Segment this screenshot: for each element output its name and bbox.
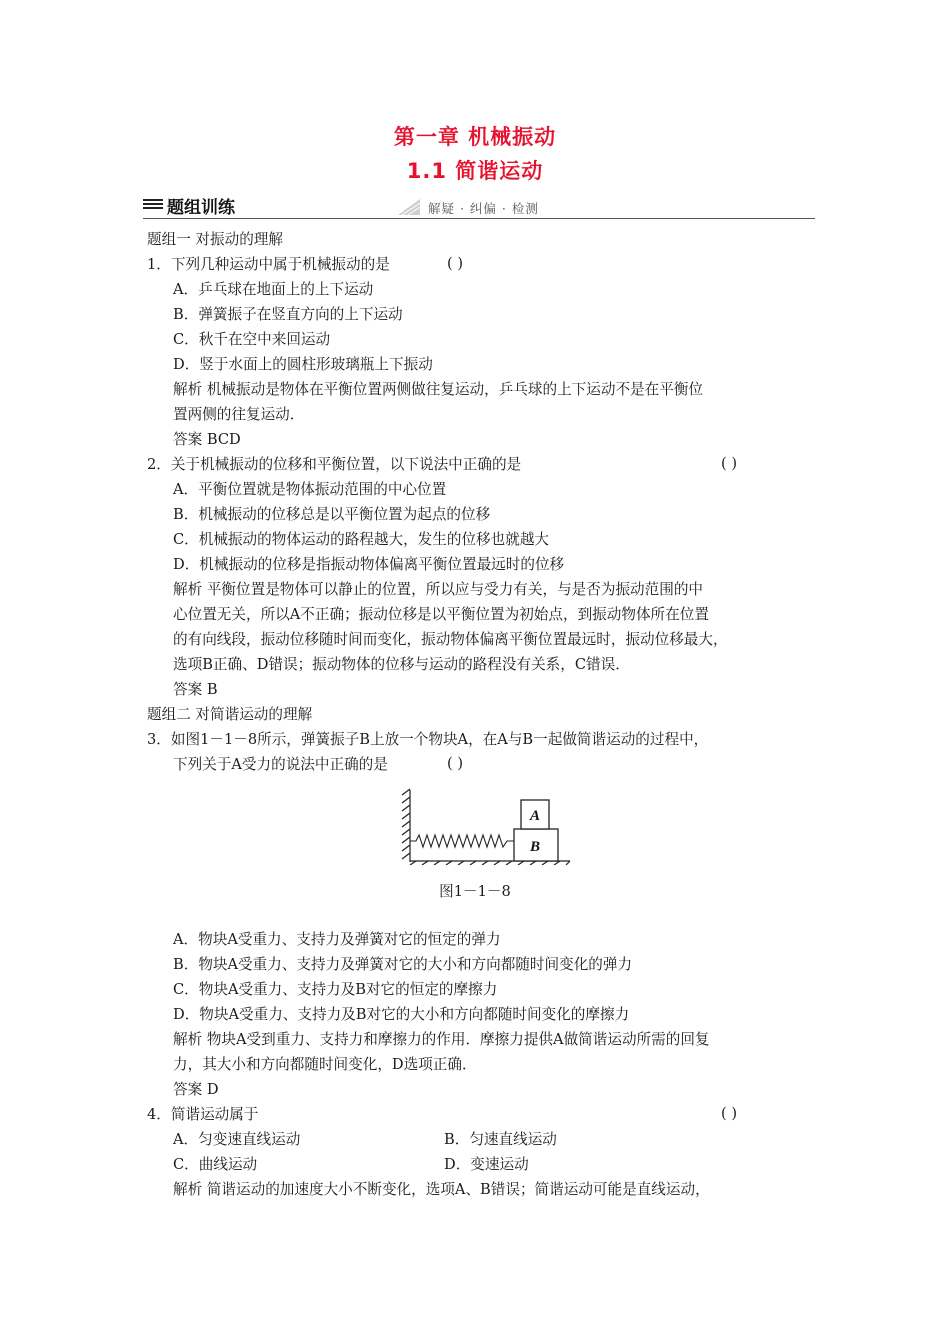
- section-title: 1.1 简谐运动: [406, 159, 544, 183]
- answer-line: 答案 BCD: [173, 431, 241, 448]
- banner-label: 题组训练: [167, 198, 235, 218]
- analysis-line: 选项B正确、D错误；振动物体的位移与运动的路程没有关系，C错误．: [173, 656, 630, 673]
- answer-paren: ( ): [721, 455, 738, 472]
- option: B．物块A受重力、支持力及弹簧对它的大小和方向都随时间变化的弹力: [173, 956, 633, 973]
- question-stem: 1．下列几种运动中属于机械振动的是: [147, 256, 390, 273]
- answer-paren: ( ): [447, 755, 464, 772]
- option: B．弹簧振子在竖直方向的上下运动: [173, 306, 403, 323]
- banner-rule: [143, 218, 815, 219]
- analysis-line: 解析 平衡位置是物体可以静止的位置，所以应与受力有关，与是否为振动范围的中: [173, 581, 704, 598]
- option: C．物块A受重力、支持力及B对它的恒定的摩擦力: [173, 981, 498, 998]
- analysis-line: 解析 简谐运动的加速度大小不断变化，选项A、B错误；简谐运动可能是直线运动，: [173, 1181, 710, 1198]
- option: A．平衡位置就是物体振动范围的中心位置: [173, 481, 447, 498]
- analysis-line: 心位置无关，所以A不正确；振动位移是以平衡位置为初始点，到振动物体所在位置: [173, 606, 709, 623]
- option: B．机械振动的位移总是以平衡位置为起点的位移: [173, 506, 491, 523]
- question-stem: 3．如图1－1－8所示，弹簧振子B上放一个物块A，在A与B一起做简谐运动的过程中，: [147, 731, 709, 748]
- option: D．竖于水面上的圆柱形玻璃瓶上下振动: [173, 356, 433, 373]
- question-stem: 下列关于A受力的说法中正确的是: [173, 756, 388, 773]
- option: B．匀速直线运动: [444, 1131, 557, 1148]
- block-b-label: B: [529, 839, 541, 855]
- group-title: 题组一 对振动的理解: [147, 231, 283, 248]
- spring-block-figure: [400, 785, 575, 865]
- option: D．机械振动的位移是指振动物体偏离平衡位置最远时的位移: [173, 556, 565, 573]
- analysis-line: 置两侧的往复运动．: [173, 406, 305, 423]
- analysis-line: 的有向线段，振动位移随时间而变化，振动物体偏离平衡位置最远时，振动位移最大，: [173, 631, 728, 648]
- analysis-line: 解析 机械振动是物体在平衡位置两侧做往复运动，乒乓球的上下运动不是在平衡位: [173, 381, 704, 398]
- analysis-line: 解析 物块A受到重力、支持力和摩擦力的作用．摩擦力提供A做简谐运动所需的回复: [173, 1031, 710, 1048]
- option: A．物块A受重力、支持力及弹簧对它的恒定的弹力: [173, 931, 501, 948]
- answer-paren: ( ): [447, 255, 464, 272]
- spring: [410, 835, 514, 847]
- analysis-line: 力，其大小和方向都随时间变化，D选项正确．: [173, 1056, 477, 1073]
- option: D．变速运动: [444, 1156, 529, 1173]
- wall: [402, 789, 410, 862]
- option: C．机械振动的物体运动的路程越大，发生的位移也就越大: [173, 531, 550, 548]
- answer-paren: ( ): [721, 1105, 738, 1122]
- option: C．秋千在空中来回运动: [173, 331, 331, 348]
- answer-line: 答案 D: [173, 1081, 219, 1098]
- option: D．物块A受重力、支持力及B对它的大小和方向都随时间变化的摩擦力: [173, 1006, 630, 1023]
- question-stem: 4．简谐运动属于: [147, 1106, 259, 1123]
- exercise-banner: [143, 193, 815, 219]
- chapter-title: 第一章 机械振动: [393, 125, 557, 149]
- option: A．乒乓球在地面上的上下运动: [173, 281, 374, 298]
- answer-line: 答案 B: [173, 681, 218, 698]
- group-title: 题组二 对简谐运动的理解: [147, 706, 313, 723]
- block-a-label: A: [529, 808, 541, 824]
- option: A．匀变速直线运动: [173, 1131, 301, 1148]
- banner-triangle-icon: [398, 197, 420, 215]
- banner-subtitle: 解疑 · 纠偏 · 检测: [428, 201, 539, 216]
- question-stem: 2．关于机械振动的位移和平衡位置，以下说法中正确的是: [147, 456, 522, 473]
- option: C．曲线运动: [173, 1156, 258, 1173]
- figure-caption: 图1－1－8: [439, 883, 511, 900]
- banner-lines-icon: [143, 199, 163, 211]
